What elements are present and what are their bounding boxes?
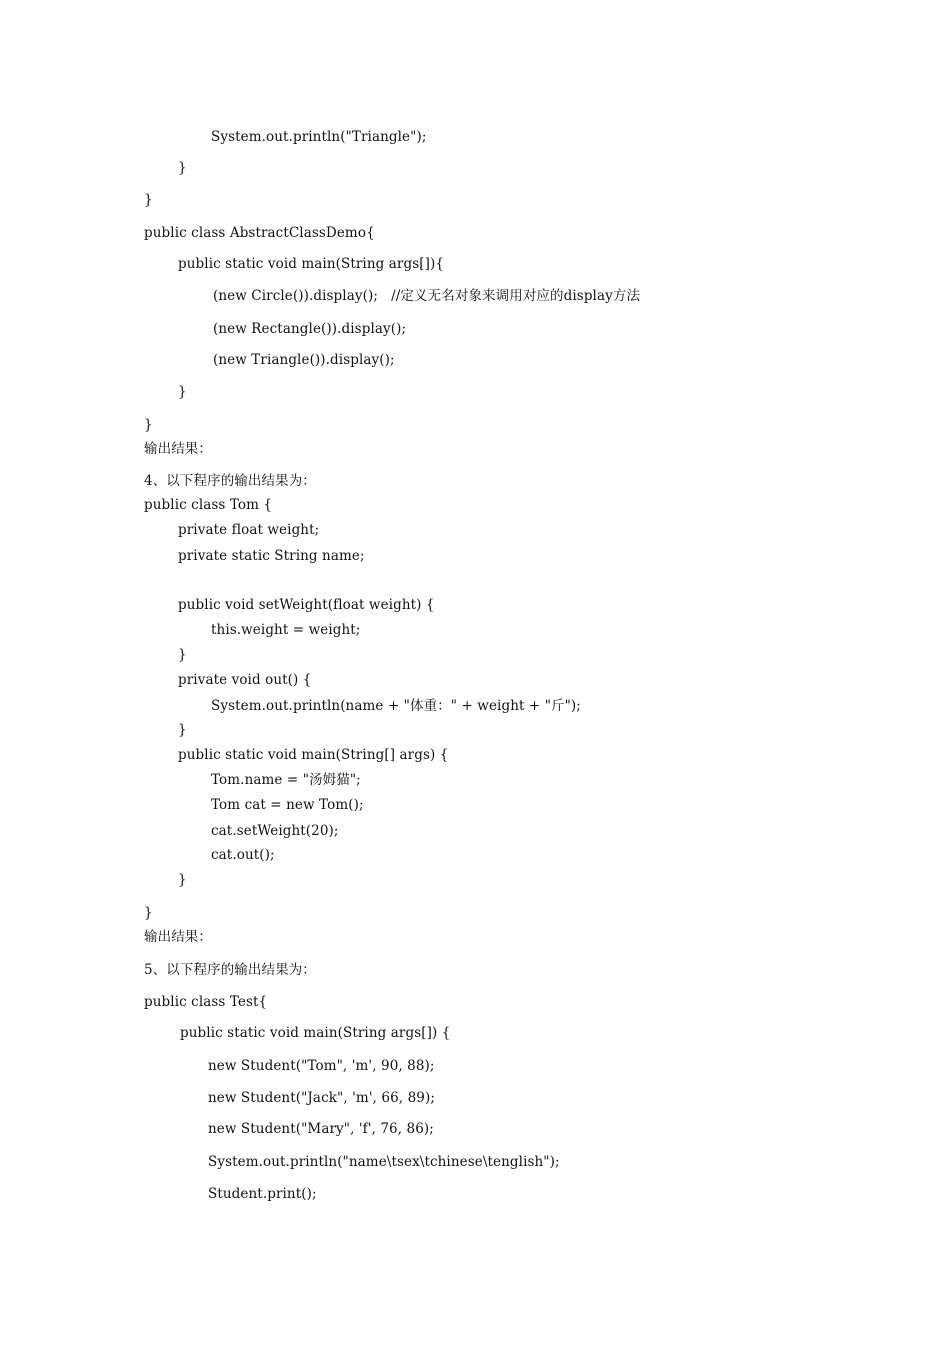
code-line: public class Tom { (144, 497, 273, 513)
code-line: public class AbstractClassDemo{ (144, 225, 375, 241)
code-line: public static void main(String args[]){ (178, 256, 445, 272)
code-line: Student.print(); (208, 1186, 317, 1202)
question-heading: 5、以下程序的输出结果为： (144, 962, 316, 978)
code-line: private void out() { (178, 672, 312, 688)
code-line: public static void main(String args[]) { (180, 1025, 451, 1041)
code-line: private static String name; (178, 548, 365, 564)
code-line: Tom cat = new Tom(); (211, 797, 364, 813)
code-line: public static void main(String[] args) { (178, 747, 449, 763)
code-line: this.weight = weight; (211, 622, 361, 638)
code-line: } (144, 905, 153, 921)
code-line: System.out.println("Triangle"); (211, 129, 427, 145)
code-line: new Student("Tom", 'm', 90, 88); (208, 1058, 435, 1074)
code-line: } (178, 872, 187, 888)
output-label: 输出结果： (144, 929, 212, 945)
code-line: new Student("Jack", 'm', 66, 89); (208, 1090, 435, 1106)
code-line: (new Triangle()).display(); (213, 352, 395, 368)
code-line: } (178, 384, 187, 400)
code-line: cat.setWeight(20); (211, 823, 339, 839)
code-line: } (144, 417, 153, 433)
code-line: } (178, 722, 187, 738)
code-line: public class Test{ (144, 994, 268, 1010)
code-line: } (178, 160, 187, 176)
code-line: (new Rectangle()).display(); (213, 321, 407, 337)
code-line: } (178, 647, 187, 663)
code-line: System.out.println("name\tsex\tchinese\tenglish"); (208, 1154, 560, 1170)
code-line: new Student("Mary", 'f', 76, 86); (208, 1121, 434, 1137)
code-line: System.out.println(name + "体重：" + weight + "斤"); (211, 698, 581, 714)
code-line: public void setWeight(float weight) { (178, 597, 435, 613)
code-line: } (144, 192, 153, 208)
code-line: private float weight; (178, 522, 320, 538)
code-line: cat.out(); (211, 847, 275, 863)
code-line: (new Circle()).display(); //定义无名对象来调用对应的display方法 (213, 288, 641, 304)
output-label: 输出结果： (144, 441, 212, 457)
code-line: Tom.name = "汤姆猫"; (211, 772, 361, 788)
question-heading: 4、以下程序的输出结果为： (144, 473, 316, 489)
